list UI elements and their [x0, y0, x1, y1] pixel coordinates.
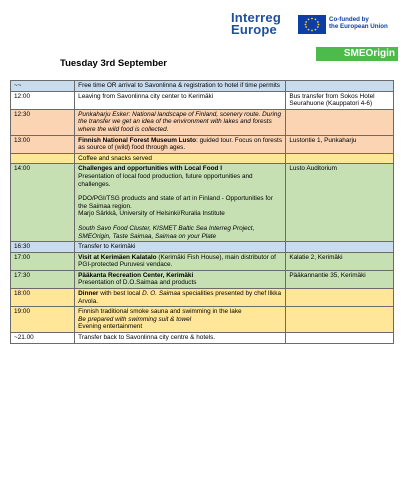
location-cell: [286, 333, 394, 344]
description-cell: Free time OR arrival to Savonlinna & registration to hotel if time permits: [75, 81, 286, 92]
eu-cofunded-text: [329, 16, 401, 30]
table-row: [11, 270, 394, 288]
description-text: Presentation of local food production, future opportunities and challenges.: [78, 172, 253, 188]
description-cell: Punkaharju Esker: National landscape of Finland, scenery route. During the transfer we get an idea of the environment with lakes and forests where the wild food is collected.: [75, 109, 286, 135]
location-cell: [286, 307, 394, 333]
time-cell: 17:30: [11, 270, 75, 288]
interreg-logo-line2: Europe: [231, 22, 277, 37]
description-text: Presentation of D.O.Saimaa and products: [78, 279, 197, 287]
location-cell: Pääkannantie 35, Kerimäki: [286, 270, 394, 288]
location-cell: [286, 289, 394, 307]
description-cell: [75, 289, 286, 307]
description-cell: [75, 307, 286, 333]
location-cell: [286, 81, 394, 92]
description-text: PDO/PGI/TSG products and state of art in Finland - Opportunities for the Saimaa region.: [78, 195, 273, 210]
time-cell: 19:00: [11, 307, 75, 333]
description-italic: South Savo Food Cluster, KISMET Baltic Sea Interreg Project, SMEOrigin, Taste Saimaa, Saimaa on your Plate: [78, 224, 255, 240]
location-cell: [286, 153, 394, 164]
table-row: [11, 153, 394, 164]
description-bold: Challenges and opportunities with Local Food I: [78, 165, 222, 173]
description-bold: Finnish National Forest Museum Lusto: [78, 136, 197, 144]
day-title: Tuesday 3rd September: [60, 58, 168, 69]
table-row: [11, 252, 394, 270]
description-text: Evening entertainment: [78, 323, 143, 331]
eu-cofunded-line1: Co-funded by: [329, 16, 369, 23]
description-cell: [75, 270, 286, 288]
interreg-logo: [231, 12, 295, 36]
description-text: with best local: [98, 290, 143, 298]
smeorigin-banner: SMEOrigin: [316, 47, 398, 61]
eu-flag-icon: [298, 15, 326, 34]
header: [0, 6, 404, 58]
description-text: (Kerimäki Fish House), main distributor of PGI-protected Puruvesi vendace.: [78, 253, 276, 269]
time-cell: 17:00: [11, 252, 75, 270]
table-row: [11, 289, 394, 307]
time-cell: 14:00: [11, 164, 75, 242]
location-cell: [286, 242, 394, 253]
description-bold: Dinner: [78, 290, 99, 298]
time-cell: ~~: [11, 81, 75, 92]
time-cell: 16:30: [11, 242, 75, 253]
table-row: [11, 135, 394, 153]
interreg-logo-line1: Interreg: [231, 10, 282, 25]
description-text: : guided tour. Focus on forests as source of (wild) food through ages.: [78, 136, 283, 152]
time-cell: 18:00: [11, 289, 75, 307]
description-cell: Transfer back to Savonlinna city centre & hotels.: [75, 333, 286, 344]
description-bold: Pääkanta Recreation Center, Kerimäki: [78, 271, 194, 279]
description-cell: Coffee and snacks served: [75, 153, 286, 164]
location-cell: Lusto Auditorium: [286, 164, 394, 242]
description-italic: D. O. Saimaa: [142, 290, 181, 298]
description-cell: [75, 252, 286, 270]
schedule-table: [10, 80, 394, 344]
table-row: [11, 333, 394, 344]
description-text: Finnish traditional smoke sauna and swimming in the lake: [78, 308, 242, 316]
location-cell: [286, 109, 394, 135]
time-cell: [11, 153, 75, 164]
time-cell: 13:00: [11, 135, 75, 153]
description-italic: Be prepared with swimming suit & towel: [78, 315, 192, 323]
description-cell: [75, 135, 286, 153]
table-row: [11, 307, 394, 333]
description-bold: Visit at Kerimäen Kalatalo: [78, 253, 157, 261]
location-cell: Kalatie 2, Kerimäki: [286, 252, 394, 270]
description-cell: Leaving from Savonlinna city center to Kerimäki: [75, 91, 286, 109]
location-cell: Lustontie 1, Punkaharju: [286, 135, 394, 153]
table-row: [11, 109, 394, 135]
table-row: [11, 164, 394, 242]
time-cell: 12:00: [11, 91, 75, 109]
description-cell: Transfer to Kerimäki: [75, 242, 286, 253]
description-text: specialities presented by chef Ilkka Arvola.: [78, 290, 282, 305]
location-cell: Bus transfer from Sokos Hotel Seurahuone (Kauppatori 4-6): [286, 91, 394, 109]
table-row: [11, 81, 394, 92]
time-cell: 12:30: [11, 109, 75, 135]
time-cell: ~21.00: [11, 333, 75, 344]
table-row: [11, 91, 394, 109]
description-cell: [75, 164, 286, 242]
description-text: Marjo Särkkä, University of Helsinki/Ruralia Institute: [78, 210, 225, 218]
table-row: [11, 242, 394, 253]
eu-cofunded-line2: the European Union: [329, 23, 388, 30]
